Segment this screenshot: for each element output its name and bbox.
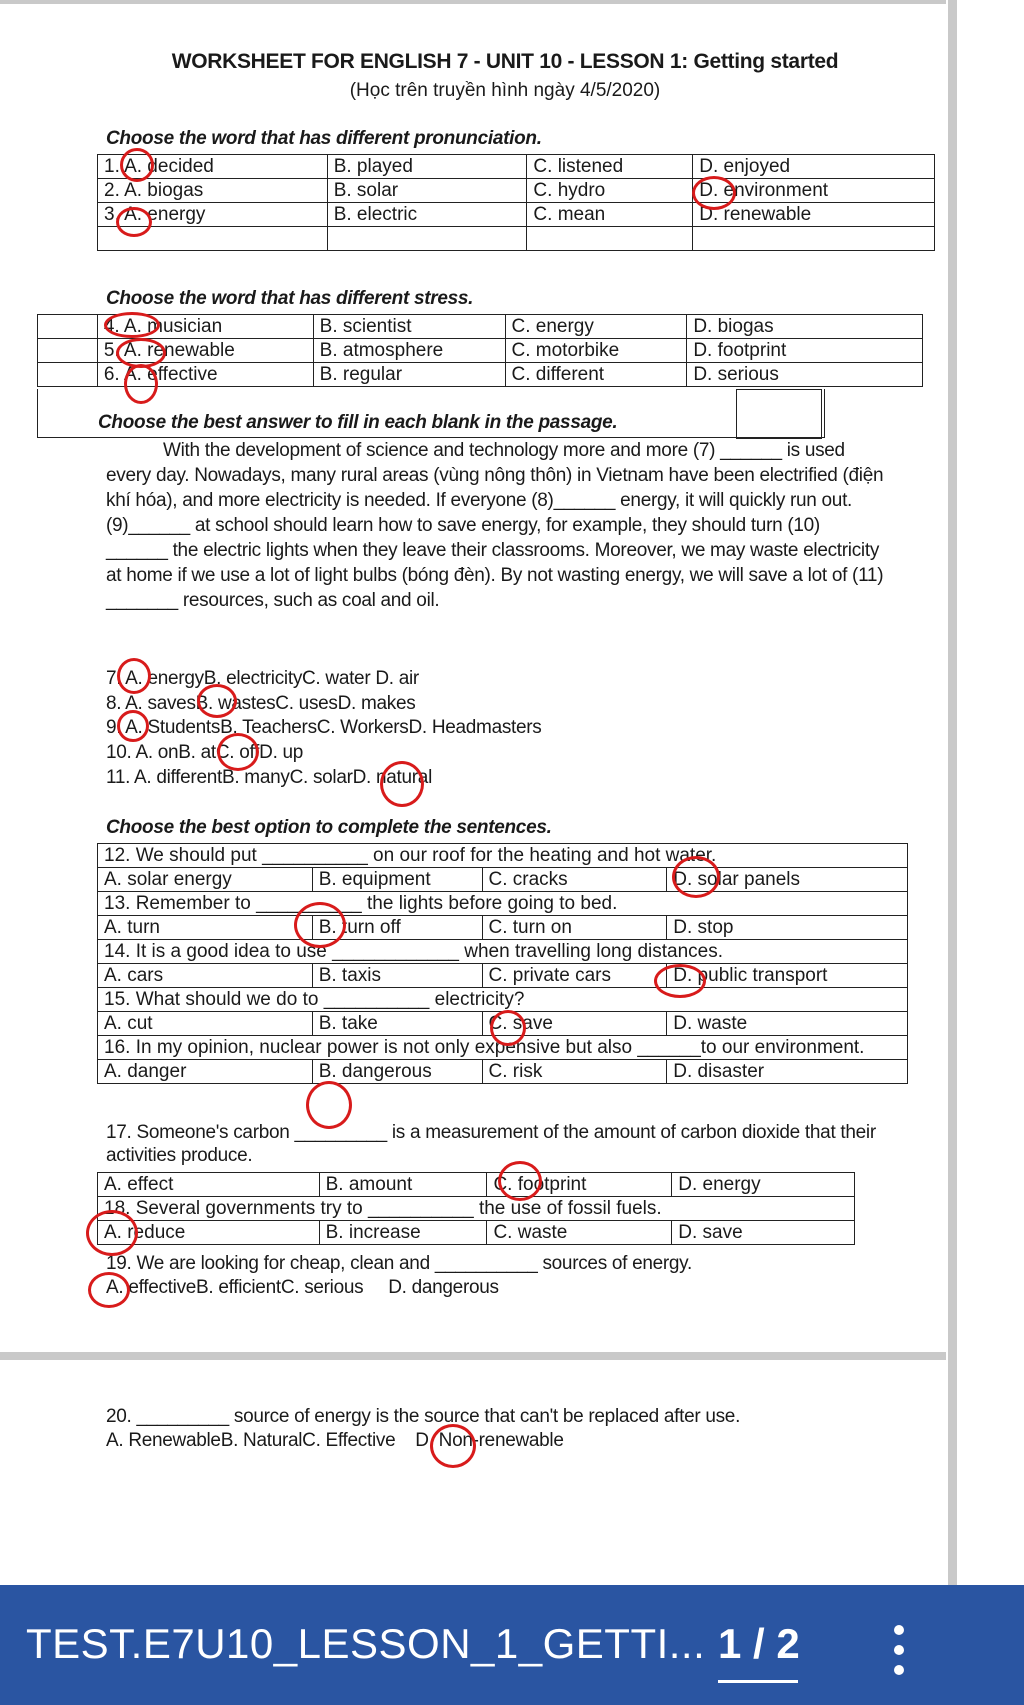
answer-circle xyxy=(654,964,706,998)
stress-table xyxy=(37,314,923,387)
question-17: 17. Someone's carbon _________ is a measurement of the amount of carbon dioxide that their activities produce. xyxy=(106,1122,876,1166)
table-cell: 5. A. renewable xyxy=(97,339,313,363)
table-cell: B. increase xyxy=(319,1221,487,1245)
table-cell: C. private cars xyxy=(482,964,667,988)
document-name[interactable]: TEST.E7U10_LESSON_1_GETTI... xyxy=(26,1620,706,1667)
table-cell: 2. A. biogas xyxy=(98,179,328,203)
question-15: 15. What should we do to __________ electricity? xyxy=(98,988,908,1012)
question-18: 18. Several governments try to __________ the use of fossil fuels. xyxy=(98,1197,855,1221)
table-row xyxy=(98,179,935,203)
reading-passage xyxy=(106,438,886,613)
table-cell: B. atmosphere xyxy=(313,339,505,363)
document-page-2 xyxy=(0,1360,946,1585)
table-cell: D. disaster xyxy=(667,1060,908,1084)
table-cell: B. played xyxy=(327,155,527,179)
question-16: 16. In my opinion, nuclear power is not only expensive but also ______to our environment. xyxy=(98,1036,908,1060)
table-cell: C. listened xyxy=(527,155,693,179)
table-cell: D. serious xyxy=(687,363,923,387)
table-cell: D. footprint xyxy=(687,339,923,363)
table-cell: C. different xyxy=(505,363,687,387)
question-20: 20. _________ source of energy is the source that can't be replaced after use. xyxy=(106,1406,741,1427)
sentences-table-b xyxy=(97,1172,855,1245)
answer-circle xyxy=(380,761,424,807)
table-cell: B. amount xyxy=(319,1173,487,1197)
section-sentences-heading: Choose the best option to complete the sentences. xyxy=(106,817,552,838)
table-row xyxy=(98,1197,855,1221)
table-row xyxy=(98,155,935,179)
question-13: 13. Remember to __________ the lights before going to bed. xyxy=(98,892,908,916)
answer-circle xyxy=(217,733,259,771)
table-cell: A. turn xyxy=(98,916,313,940)
table-cell: B. dangerous xyxy=(312,1060,482,1084)
answer-circle xyxy=(498,1161,542,1201)
table-cell: D. waste xyxy=(667,1012,908,1036)
answer-circle xyxy=(120,148,154,182)
page-divider xyxy=(0,1352,946,1360)
table-row xyxy=(98,988,908,1012)
answer-circle xyxy=(86,1210,138,1256)
table-cell: D. save xyxy=(672,1221,855,1245)
table-cell: B. take xyxy=(312,1012,482,1036)
table-cell: C. cracks xyxy=(482,868,667,892)
section-stress-heading: Choose the word that has different stress. xyxy=(106,288,474,309)
table-row xyxy=(98,940,908,964)
worksheet-title: WORKSHEET FOR ENGLISH 7 - UNIT 10 - LESSON 1: Getting started xyxy=(171,50,839,73)
table-cell: A. cars xyxy=(98,964,313,988)
table-row xyxy=(98,892,908,916)
table-cell: C. turn on xyxy=(482,916,667,940)
page-indicator-underline xyxy=(718,1680,798,1683)
worksheet-subtitle: (Học trên truyền hình ngày 4/5/2020) xyxy=(349,80,661,101)
table-cell: C. waste xyxy=(487,1221,672,1245)
table-cell: D. environment xyxy=(693,179,935,203)
table-cell: C. footprint xyxy=(487,1173,672,1197)
table-cell: 4. A. musician xyxy=(97,315,313,339)
table-cell: B. solar xyxy=(327,179,527,203)
answer-circle xyxy=(672,856,720,898)
passage-option-10: 10. A. onB. atC. offD. up xyxy=(106,742,304,763)
table-row xyxy=(98,203,935,227)
vertical-scrollbar[interactable] xyxy=(948,0,957,1585)
table-cell: B. regular xyxy=(313,363,505,387)
table-cell: A. cut xyxy=(98,1012,313,1036)
passage-option-11: 11. A. differentB. manyC. solarD. natural xyxy=(106,767,432,788)
table-cell: A. reduce xyxy=(98,1221,320,1245)
sentences-table-a xyxy=(97,843,908,1084)
table-row xyxy=(98,868,908,892)
table-row xyxy=(38,339,923,363)
table-cell: C. risk xyxy=(482,1060,667,1084)
passage-text: With the development of science and technology more and more (7) ______ is used every day. Nowadays, many rural areas (vùng nông thôn) in Vietnam have been electrified (điện khí hóa), and more electricity is needed. If everyone (8)______ energy, it will quickly run out. (9)______ at school should learn how to save energy, for example, they should turn (10) ______ the electric lights when they leave their classrooms. Moreover, we may waste electricity at home if we use a lot of light bulbs (bóng đèn). By not wasting energy, we will save a lot of (11) _______ resources, such as coal and oil. xyxy=(106,440,884,611)
page-indicator[interactable]: 1 / 2 xyxy=(718,1620,800,1667)
table-row xyxy=(98,844,908,868)
table-row xyxy=(98,1221,855,1245)
table-row xyxy=(98,964,908,988)
question-19-options: A. effectiveB. efficientC. serious D. dangerous xyxy=(106,1277,499,1298)
table-row xyxy=(98,1173,855,1197)
table-row xyxy=(38,315,923,339)
table-cell: C. energy xyxy=(505,315,687,339)
more-vert-icon[interactable] xyxy=(880,1615,920,1685)
table-cell: D. renewable xyxy=(693,203,935,227)
table-cell: B. taxis xyxy=(312,964,482,988)
table-row xyxy=(98,1060,908,1084)
table-row xyxy=(38,363,923,387)
answer-circle xyxy=(116,207,152,237)
table-cell: B. scientist xyxy=(313,315,505,339)
answer-circle xyxy=(294,902,346,948)
passage-option-8: 8. A. savesB. wastesC. usesD. makes xyxy=(106,693,416,714)
passage-option-9: 9. A. StudentsB. TeachersC. WorkersD. Headmasters xyxy=(106,717,542,738)
table-cell: C. mean xyxy=(527,203,693,227)
answer-circle xyxy=(490,1010,526,1046)
table-cell: D. public transport xyxy=(667,964,908,988)
table-cell: C. motorbike xyxy=(505,339,687,363)
question-19: 19. We are looking for cheap, clean and __________ sources of energy. xyxy=(106,1253,692,1274)
menu-dot xyxy=(894,1625,904,1635)
answer-circle xyxy=(197,684,237,718)
table-cell: D. solar panels xyxy=(667,868,908,892)
answer-circle xyxy=(117,710,149,742)
table-cell: B. turn off xyxy=(312,916,482,940)
table-cell: B. equipment xyxy=(312,868,482,892)
table-cell: C. hydro xyxy=(527,179,693,203)
table-cell: A. danger xyxy=(98,1060,313,1084)
answer-circle xyxy=(88,1272,130,1308)
answer-circle xyxy=(430,1424,476,1468)
answer-circle xyxy=(124,364,158,404)
answer-circle xyxy=(692,176,736,210)
question-14: 14. It is a good idea to use ____________ when travelling long distances. xyxy=(98,940,908,964)
menu-dot xyxy=(894,1665,904,1675)
menu-dot xyxy=(894,1645,904,1655)
table-cell: D. biogas xyxy=(687,315,923,339)
table-cell: A. effect xyxy=(98,1173,320,1197)
answer-circle xyxy=(306,1081,352,1129)
table-cell: A. solar energy xyxy=(98,868,313,892)
section-passage-heading: Choose the best answer to fill in each blank in the passage. xyxy=(98,412,618,433)
question-20-options: A. RenewableB. NaturalC. Effective D. Non-renewable xyxy=(106,1430,564,1451)
question-12: 12. We should put __________ on our roof for the heating and hot water. xyxy=(98,844,908,868)
table-cell: 6. A. effective xyxy=(97,363,313,387)
table-cell: 3. A. energy xyxy=(98,203,328,227)
table-cell: C. save xyxy=(482,1012,667,1036)
passage-option-7: 7. A. energyB. electricityC. water D. air xyxy=(106,668,419,689)
table-cell: D. stop xyxy=(667,916,908,940)
table-row-empty xyxy=(98,227,935,251)
table-row xyxy=(98,916,908,940)
answer-circle xyxy=(117,658,151,694)
table-cell: 1. A. decided xyxy=(98,155,328,179)
table-cell: D. enjoyed xyxy=(693,155,935,179)
answer-circle xyxy=(104,312,160,338)
section-pronunciation-heading: Choose the word that has different pronunciation. xyxy=(106,128,542,149)
table-cell: D. energy xyxy=(672,1173,855,1197)
empty-box xyxy=(736,389,822,439)
pronunciation-table xyxy=(97,154,935,251)
table-cell: B. electric xyxy=(327,203,527,227)
